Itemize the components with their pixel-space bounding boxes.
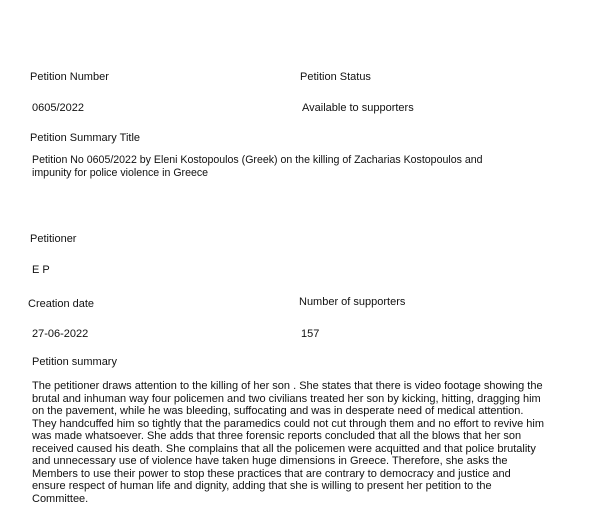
petitioner-label: Petitioner xyxy=(30,233,77,245)
summary-title-line-2: impunity for police violence in Greece xyxy=(32,167,209,179)
summary-line: ensure respect of human life and dignity, adding that she is willing to present her petition to the xyxy=(32,480,492,492)
petition-number-value: 0605/2022 xyxy=(32,102,84,114)
petition-summary-label: Petition summary xyxy=(32,356,117,368)
creation-date-value: 27-06-2022 xyxy=(32,328,89,340)
summary-title-label: Petition Summary Title xyxy=(30,132,141,144)
summary-line: brutal and inhuman way four policemen and two civilians treated her son by kicking, hitting, dragging him xyxy=(32,392,541,405)
petitioner-value: E P xyxy=(32,264,50,276)
summary-line: and unnecessary use of violence have taken huge dimensions in Greece. Therefore, she asks the xyxy=(32,455,508,467)
supporters-label: Number of supporters xyxy=(299,296,406,308)
summary-line: on the pavement, while he was bleeding, suffocating and was in desperate need of medical attention. xyxy=(32,405,524,417)
summary-line: received caused his death. She complains that all the policemen were acquitted and that police brutality xyxy=(32,442,536,455)
summary-line: Committee. xyxy=(32,492,89,505)
petition-number-label: Petition Number xyxy=(30,71,109,83)
summary-title-line-1: Petition No 0605/2022 by Eleni Kostopoulos (Greek) on the killing of Zacharias Kostopoulos and xyxy=(32,154,483,166)
summary-line: The petitioner draws attention to the killing of her son . She states that there is video footage showing the xyxy=(32,380,543,392)
creation-date-label: Creation date xyxy=(28,298,95,310)
petition-status-label: Petition Status xyxy=(300,71,371,83)
petition-status-value: Available to supporters xyxy=(302,102,414,114)
summary-line: was made whatsoever. She adds that three forensic reports concluded that all the blows that her son xyxy=(32,430,522,442)
supporters-value: 157 xyxy=(301,328,320,340)
petition-summary-text xyxy=(32,380,597,505)
summary-line: Members to use their power to stop these practices that are contrary to democracy and justice and xyxy=(32,467,511,480)
summary-line: They handcuffed him so tightly that the paramedics could not cut through them and no effort to revive him xyxy=(32,417,544,430)
